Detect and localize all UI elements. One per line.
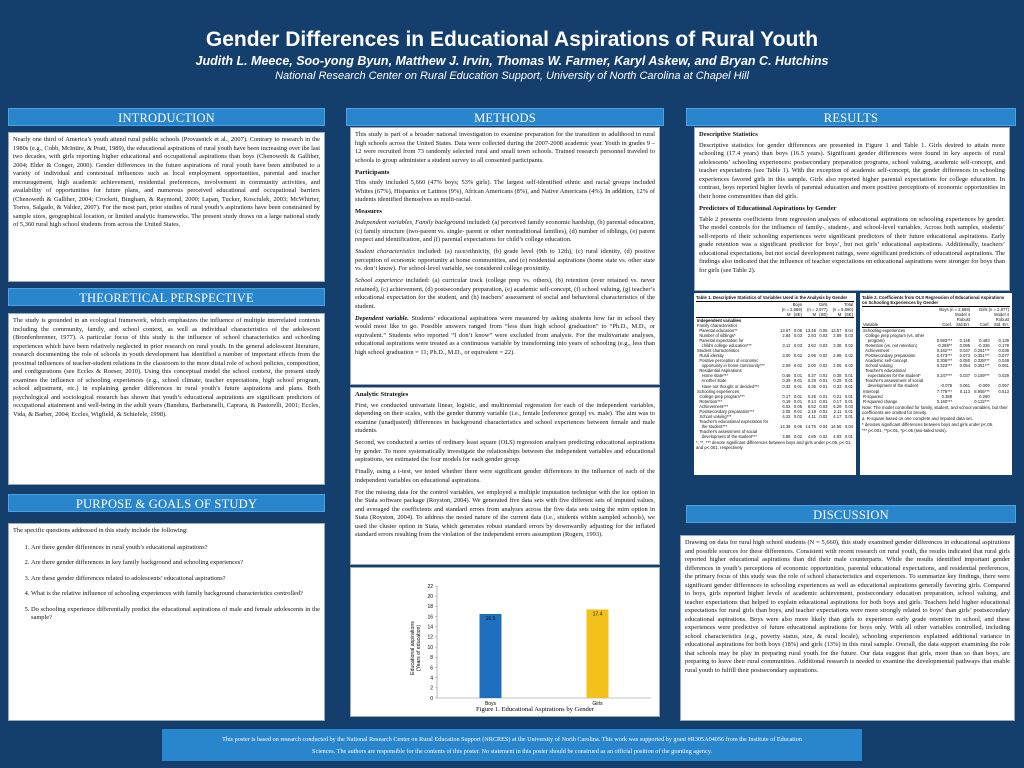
table1-row-label: Family characteristics xyxy=(697,323,738,329)
table2-cell: 0.145 xyxy=(959,338,971,344)
analytic-text-3: Finally, using a t-test, we tested whether there were significant gender differences in the influence of each of the independent variables on educational aspirations. xyxy=(355,468,655,484)
table1-row-label: Home state*** xyxy=(697,373,728,379)
table1-cell: 4.93 xyxy=(833,433,842,439)
table-2-note: Note: The model controlled for family, student, and school variables, but their coefficients are omitted for brevity. xyxy=(862,404,1008,415)
descriptive-heading: Descriptive Statistics xyxy=(699,131,758,138)
table1-cell: 2.05 xyxy=(782,408,791,414)
table1-row-label: Independent variables xyxy=(697,318,742,324)
table2-cell: 0.351*** xyxy=(974,353,990,359)
table2-row-label: development of the student xyxy=(863,383,919,389)
table1-cell: 2.98 xyxy=(833,353,842,359)
table-1-subcol: (SE) xyxy=(844,312,853,318)
table2-row-label: R-squared xyxy=(863,393,883,399)
chart-y-tick-label: 6 xyxy=(430,665,433,672)
results-heading: RESULTS xyxy=(686,108,1016,126)
table2-row-label: Intercept xyxy=(863,388,880,394)
dependent-variable-label: Dependent variable. xyxy=(355,314,409,322)
table1-cell: 0.38 xyxy=(833,373,842,379)
measures-heading: Measures xyxy=(355,208,382,216)
table2-row-label: R-squared change xyxy=(863,398,898,404)
table-1-group: Boys xyxy=(792,302,803,307)
table2-cell: 0.328*** xyxy=(974,358,990,364)
table1-cell: 6.29 xyxy=(833,403,842,409)
table2-cell: -0.288** xyxy=(936,343,953,349)
table1-cell: 2.09 xyxy=(782,363,791,369)
table-2-caption: Table 2. Coefficients from OLS Regression of Educational Aspirations on Schooling Experiences by Gender xyxy=(862,295,1005,305)
table1-cell: 0.01 xyxy=(819,393,828,399)
table2-cell: 0.513 xyxy=(998,388,1009,394)
purpose-question: 2. Are there gender differences in key family background and schooling experiences? xyxy=(31,559,320,568)
table1-cell: 3.12 xyxy=(782,343,791,349)
table2-row-label: Academic self-concept xyxy=(863,358,908,364)
table1-cell: 3.62 xyxy=(807,343,816,349)
analytic-text-4: For the missing data for the control variables, we employed a multiple imputation technique with the ice option in the Stata software package (Royston, 2004). We generated five data sets with five different sets of imputed values, and averaged the coefficients and standard errors from analyses across the five data sets using the mim option in Stata (Royston, 2004). To address the nested nature of the current data (i.e., students within sampled schools), we used the cluster option in Stata, which generates robust standard errors by downwardly adjusting for the inflated standard errors resulting from the violation of the independent errors assumption (Rogers, 1993). xyxy=(355,488,655,539)
table1-row-label: Postsecondary preparation*** xyxy=(697,408,755,414)
table1-row-label: Schooling experiences xyxy=(697,388,740,394)
chart-y-tick-label: 10 xyxy=(427,644,433,651)
table2-cell: 0.351*** xyxy=(974,363,990,369)
figure-1-box xyxy=(350,567,660,717)
chart-y-tick-label: 16 xyxy=(427,614,433,621)
table2-cell: 0.054 xyxy=(959,363,971,369)
table2-row-label: Postsecondary preparation xyxy=(863,353,916,359)
chart-category-label: Girls xyxy=(592,701,603,707)
table1-cell: 0.01 xyxy=(844,393,853,399)
table1-cell: 0.03 xyxy=(793,333,803,339)
table2-cell: 0.073 xyxy=(959,353,971,359)
table1-cell: 0.14 xyxy=(807,398,816,404)
table1-cell: 13.67 xyxy=(780,328,791,334)
table2-cell: 0.061 xyxy=(959,383,971,389)
table1-row-label: child's college education*** xyxy=(697,343,752,349)
table1-cell: 0.01 xyxy=(793,398,803,404)
table-1-subcol: M xyxy=(787,312,791,318)
table1-row-label: Parental education** xyxy=(697,328,738,334)
chart-y-tick-label: 8 xyxy=(430,655,433,662)
chart-y-tick-label: 0 xyxy=(430,695,433,702)
table-1-subcol: M xyxy=(812,312,816,318)
table1-cell: 0.37 xyxy=(807,373,816,379)
table2-row-label: expectations for the student* xyxy=(863,373,921,379)
table1-row-label: School valuing*** xyxy=(697,413,732,419)
table1-cell: 2.93 xyxy=(807,333,816,339)
table1-cell: 0.02 xyxy=(793,353,803,359)
table2-cell: 0.029 xyxy=(998,373,1009,379)
table2-cell: 7.778*** xyxy=(936,388,953,394)
table1-row-label: Another state xyxy=(697,378,727,384)
table1-cell: 0.02 xyxy=(819,353,828,359)
analytic-heading: Analytic Strategies xyxy=(355,391,409,398)
table1-cell: 6.52 xyxy=(807,403,816,409)
table1-cell: 0.02 xyxy=(819,363,828,369)
table1-cell: 4.89 xyxy=(807,433,816,439)
introduction-text: Nearly one third of America’s youth attend rural public schools (Provasnick et al., 2007). Contrary to research in the 1980s (e.g., Cobb, McIntire, & Pratt, 1989), the educational aspirations of rural youth have been increasing over the last two decades, with girls reporting higher educational and occupational aspirations than boys (Chenoweth & Galliher, 2004; Elder & Conger, 2000). Gender differences in the future aspirations of rural youth have been attributed to a variety of individual and contextual influences such as local employment opportunities, parental and teacher encouragement, high academic achievement, residential preferences, involvement in community activities, and availability of opportunities for future plans, and numerous perceived educational and occupational barriers (Chenoweth & Galliher, 2004; Crockett, Bingham, & Raymond, 2000; Lapan, Tucker, Kosciulek, 2003; McWhirter, Torres, Salgado, & Valdez, 2007). For the most part, prior studies of rural youth’s aspirations have been constrained by sample sizes, geographical location, or limited analytic frameworks. The present study draws on a large national study of 5,360 rural high school students from across the United States. xyxy=(13,136,320,229)
table1-cell: 0.48 xyxy=(782,373,791,379)
table1-cell: 0.01 xyxy=(819,398,828,404)
table-1-body xyxy=(696,318,854,439)
table1-cell: 0.04 xyxy=(844,328,853,334)
table1-cell: 0.03 xyxy=(819,333,828,339)
independent-variables-label: Independent variables, Family background xyxy=(355,219,466,227)
table1-cell: 0.03 xyxy=(819,343,828,349)
table-2 xyxy=(860,293,1012,475)
theoretical-text: The study is grounded in an ecological framework, which emphasizes the influence of multiple interrelated contexts including the community, family, and school context, as well as individual characteristics of the adolescent (Bronfenbrenner, 1977). A particular focus of this study is the influence of school characteristics and schooling experiences which have been relatively neglected in prior research on rural youth. In the general adolescent literature, research documenting the role of schools in youth development has identified a number of important effects from the proximal influences of teacher-student relations in the classroom to the more distal role of school policies, composition, and configurations (see Eccles & Roeser, 2010). Using this conceptual model the school context, the present study examines the influence of schooling experiences (e.g., school climate, teacher expectations, high school program, school adjustment, etc.) in explaining gender differences in rural youth’s future aspirations and plans. Both psychological and sociological research has shown that youth’s educational aspirations are significant predictors of occupational attainment and well-being in the adult years (Bandura, Barbaranelli, Caprara, & Pastorelli, 2001; Eccles, Vida, & Barber, 2004; Eccles, Wigfield, & Schiefele, 1998). xyxy=(13,317,320,418)
chart-bar xyxy=(587,609,609,698)
table-1-subcol: (SE) xyxy=(793,312,803,318)
table-2-robust: Robust xyxy=(995,317,1009,323)
purpose-heading: PURPOSE & GOALS OF STUDY xyxy=(8,494,325,512)
table2-row-label: Retention (vs. not retention) xyxy=(863,343,917,349)
chart-y-tick-label: 12 xyxy=(427,634,433,641)
table-2-note: a. R-square based on one complete and imputed data set. xyxy=(862,415,973,421)
table1-row-label: Teacher's educational expectation for xyxy=(697,418,769,424)
table1-cell: 0.05 xyxy=(793,403,803,409)
chart-category-label: Boys xyxy=(484,701,497,707)
chart-title: Figure 1. Educational Aspirations by Gender xyxy=(476,706,594,713)
table-1-group: Total xyxy=(844,302,853,307)
table1-cell: 0.01 xyxy=(844,413,853,419)
student-characteristics-label: Student characteristics xyxy=(355,248,416,256)
table-2-model: Model 4 xyxy=(994,312,1009,318)
table-1-subcol: (SE) xyxy=(819,312,828,318)
chart-y-tick-label: 2 xyxy=(430,685,433,692)
table2-cell xyxy=(991,399,1010,404)
table2-cell: 0.139 xyxy=(998,338,1009,344)
table1-row-label: Have not thought or decided*** xyxy=(697,383,760,389)
table1-cell: 2.89 xyxy=(833,333,842,339)
table1-cell: 4.11 xyxy=(808,413,816,419)
table-2-note: * denotes significant differences between boys and girls under p<.05. xyxy=(862,421,994,427)
table2-cell: 0.061 xyxy=(998,363,1009,369)
table2-cell: 0.693*** xyxy=(936,338,953,344)
table-1 xyxy=(694,293,856,475)
table1-cell: 6.02 xyxy=(782,403,791,409)
chart-y-tick-label: 18 xyxy=(427,604,433,611)
table1-cell: 0.01 xyxy=(819,373,828,379)
table1-cell: 0.03 xyxy=(793,343,803,349)
table1-row-label: Number of siblings* xyxy=(697,333,736,339)
table1-cell: 0.28 xyxy=(807,378,816,384)
poster-title: Gender Differences in Educational Aspirations of Rural Youth xyxy=(205,28,819,51)
table1-cell: 2.84 xyxy=(782,333,791,339)
predictors-text: Table 2 presents coefficients from regression analyses of educational aspirations on schooling experiences by gender. The model controls for the influence of family-, student-, and school-level variables. Across both samples, students’ self-reports of their schooling experiences were significant predictors of their future educational aspirations. Early grade retention was a significant predictor for boys’, but not girls’ educational aspirations. Additionally, teachers’ educational expectations, but not social development ratings, were significant predictors of educational aspirations. The findings also indicated that the influence of teacher expectations on educational aspirations were stronger for boys than for girls (see Table 2). xyxy=(699,215,1005,274)
table-1-n: (n = 2,977) xyxy=(807,307,828,313)
table2-cell: 0.323*** xyxy=(936,363,953,369)
table2-row-label: Schooling experiences xyxy=(863,328,906,334)
poster-header xyxy=(0,0,1024,98)
table1-cell: 0.05 xyxy=(819,328,828,334)
table1-row-label: Rural identity xyxy=(697,353,724,359)
table-1-subcol: M xyxy=(837,312,842,318)
table-2-robust: Robust xyxy=(956,317,971,323)
table1-cell: 0.02 xyxy=(793,413,803,419)
chart-data-label: 17.4 xyxy=(592,611,603,618)
table2-row-label: Achievement xyxy=(863,348,890,354)
table1-cell: 0.02 xyxy=(819,413,828,419)
participants-text: This study included 5,660 (47% boys; 53% girls). The largest self-identified ethnic and racial groups included Whites (67%), Hispanics or Latinos (9%), African Americans (8%), and Native Americans (4%). In addition, 12% of students identified themselves as multi-racial. xyxy=(355,179,655,204)
table1-cell: 0.01 xyxy=(793,383,803,389)
analytic-text-2: Second, we conducted a series of ordinary least square (OLS) regression analyses predicting educational aspirations by gender. To more systematically investigate the relationships between the independent variables and educational aspirations, we estimated the four models for each gender group. xyxy=(355,439,655,464)
table1-cell: 0.01 xyxy=(819,378,828,384)
table-2-body xyxy=(862,328,1010,404)
table-2-model: Model 4 xyxy=(955,312,971,318)
table2-cell: -0.078 xyxy=(940,383,953,389)
chart-y-tick-label: 4 xyxy=(430,675,433,682)
chart-y-tick-label: 22 xyxy=(427,583,433,590)
table1-cell: 0.21 xyxy=(833,393,842,399)
table-2-col: Std.Err. xyxy=(956,322,971,328)
table1-row-label: opportunity in home community*** xyxy=(697,363,765,369)
introduction-heading: INTRODUCTION xyxy=(8,108,325,126)
table1-cell: 0.01 xyxy=(793,378,803,384)
table1-cell: 0.19 xyxy=(782,398,791,404)
table1-cell: 14.36 xyxy=(780,423,791,429)
purpose-intro: The specific questions addressed in this study include the following: xyxy=(13,527,188,534)
purpose-question-list xyxy=(13,544,320,623)
table2-cell: 0.049 xyxy=(998,358,1009,364)
table1-cell: 0.03 xyxy=(844,403,853,409)
table2-cell: 0.095 xyxy=(959,343,971,349)
table2-row-label: School valuing xyxy=(863,363,893,369)
table1-cell: 2.18 xyxy=(807,408,816,414)
table1-cell: 4.17 xyxy=(833,413,842,419)
table1-cell: 0.01 xyxy=(793,373,803,379)
table1-cell: 0.01 xyxy=(819,408,828,414)
table-1-n: (n = 5,660) xyxy=(832,307,853,313)
table1-cell: 0.01 xyxy=(844,383,853,389)
predictors-heading: Predictors of Educational Aspirations by Gender xyxy=(699,204,837,212)
methods-box xyxy=(350,127,660,385)
table2-cell: 0.077 xyxy=(998,353,1009,359)
poster-affiliation: National Research Center on Rural Education Support, University of North Carolina at Chapel Hill xyxy=(275,70,749,82)
table2-cell: 8.955*** xyxy=(974,388,990,394)
analytic-text-1: First, we conducted univariate linear, logistic, and multinomial regression for each of the independent variables, depending on their scales, with the gender dummy variable (i.e., female [reference group] vs. male). The aim was to examine (unadjusted) differences in background characteristics and school experiences between female and male students. xyxy=(355,401,655,435)
table1-cell: 0.01 xyxy=(793,393,803,399)
table2-cell: 0.037 xyxy=(959,348,971,354)
table1-cell: 3.00 xyxy=(782,353,791,359)
table1-cell: 0.01 xyxy=(844,373,853,379)
table1-row-label: Achievement*** xyxy=(697,403,729,409)
chart-data-label: 16.5 xyxy=(485,616,496,622)
table1-cell: 3.38 xyxy=(833,343,842,349)
chart-y-axis-label: Educational aspirations(Years of education) xyxy=(410,621,422,675)
table2-cell: 0.037 xyxy=(959,373,971,379)
table2-row-label: Teacher's educational xyxy=(863,368,906,374)
purpose-question: 5. Do schooling experience differentially predict the educational aspirations of male and female adolescents in the sample? xyxy=(31,606,320,623)
table1-cell: 0.29 xyxy=(782,378,791,384)
table1-cell: 0.03 xyxy=(819,403,828,409)
table1-row-label: Parental expectation for xyxy=(697,338,744,344)
table1-cell: 2.05 xyxy=(833,363,842,369)
purpose-question: 3. Are these gender differences related to adolescents’ educational aspirations? xyxy=(31,575,320,584)
analytic-box xyxy=(350,387,660,565)
table1-cell: 0.02 xyxy=(844,363,853,369)
table1-cell: 0.06 xyxy=(793,328,803,334)
table-2-col: Coef. xyxy=(979,322,990,328)
table2-cell: 0.057 xyxy=(998,383,1009,389)
table1-cell: 2.11 xyxy=(833,408,842,414)
table2-cell: -0.336 xyxy=(977,343,990,349)
table1-cell: 2.00 xyxy=(807,363,816,369)
table2-cell: 0.388 xyxy=(941,393,953,399)
chart-y-tick-label: 14 xyxy=(427,624,433,631)
discussion-heading: DISCUSSION xyxy=(686,505,1016,523)
footer-line-1: This poster is based on research conducted by the National Research Center on Rural Education Support (NRCRES) at the University of North Carolina. This work was supported by grant #R305A04056 from the Institute of Education xyxy=(222,736,802,743)
introduction-box xyxy=(8,132,325,282)
table2-cell: -0.009 xyxy=(977,383,990,389)
poster-footer xyxy=(162,729,862,761)
table1-cell: 0.02 xyxy=(793,433,803,439)
table1-cell: 0.04 xyxy=(819,423,828,429)
table1-cell: 0.02 xyxy=(793,363,803,369)
table2-row-label: Teacher's assessment of social xyxy=(863,378,924,384)
table2-cell: 0.159*** xyxy=(974,373,990,379)
table1-cell: 0.01 xyxy=(844,378,853,384)
table-2-grid xyxy=(862,306,1010,404)
table2-cell: 0.039 xyxy=(998,348,1009,354)
table1-cell: 2.95 xyxy=(807,353,816,359)
table2-cell: 0.160*** xyxy=(936,398,953,404)
table-2-group: Girls (n = 2,977) xyxy=(978,307,1009,312)
table1-row-label: the student*** xyxy=(697,423,728,429)
table1-cell: 0.17 xyxy=(833,398,842,404)
table-1-note: *, **, *** denote significant differences between boys and girls under p<.05, p<.01, and p<.001, respectively xyxy=(696,439,852,450)
table2-cell: 0.247*** xyxy=(936,373,953,379)
table2-cell: 0.260 xyxy=(979,393,990,399)
table1-cell: 0.35 xyxy=(807,383,816,389)
table1-cell: 0.29 xyxy=(833,378,842,384)
purpose-question: 1. Are there gender differences in rural youth’s educational aspirations? xyxy=(31,544,320,553)
table2-row xyxy=(862,399,1010,404)
table-2-col: Variable xyxy=(863,322,879,328)
table-1-group: Girls xyxy=(818,302,828,307)
table1-cell: 0.01 xyxy=(844,408,853,414)
table2-cell: 0.473*** xyxy=(936,353,953,359)
table1-cell: 14.56 xyxy=(830,423,842,429)
purpose-question: 4. What is the relative influence of schooling experiences with family background characteristics controlled? xyxy=(31,590,320,599)
figure-1-chart xyxy=(351,568,660,717)
table-1-caption: Table 1. Descriptive Statistics of Variables Used in the Analysis by Gender xyxy=(696,295,848,300)
table1-row-label: Positive perception of economic xyxy=(697,358,759,364)
table1-cell: 0.04 xyxy=(844,423,853,429)
table2-row-label: College prep program (vs. other xyxy=(863,333,925,339)
table1-cell: 0.01 xyxy=(844,398,853,404)
table1-row-label: development of the student*** xyxy=(697,433,758,439)
participants-heading: Participants xyxy=(355,168,390,176)
table1-cell: 14.76 xyxy=(805,423,816,429)
table2-cell: 0.113 xyxy=(959,388,971,394)
methods-overview: This study is part of a broader national investigation to examine preparation for the transition to adulthood in rural high schools across the United States. Data were collected during the 2007-2008 academic year. Youth in grades 9 – 12 were recruited from 73 randomly selected rural and small town schools. Trained research personnel traveled to schools to group administer a student survey to all consented participants. xyxy=(355,131,655,164)
table2-cell: 0.483 xyxy=(979,338,990,344)
theoretical-box xyxy=(8,313,325,485)
dependent-variable-text: Dependent variable. Students’ educational aspirations were measured by asking students how far in school they would most like to go. Possible answers ranged from “less than high school graduation” to “Ph.D., M.D., or equivalent.” Students who reported “I don’t know” were excluded from analysis. For the multivariate analyses, educational aspirations were treated as a continuous variable by transforming into years of schooling (e.g., less than high school graduation = 11; Ph.D., M.D., or equivalent = 22). xyxy=(355,314,655,356)
table2-cell xyxy=(953,399,971,404)
table2-cell: 0.261*** xyxy=(974,348,990,354)
descriptive-text: Descriptive statistics for gender differences are presented in Figure 1 and Table 1. Girls desired to attain more schooling (17.4 years) than boys (16.5 years). Significant gender differences were found in key aspects of rural adolescents’ schooling experiences: postsecondary preparation programs, school valuing, academic self-concept, and teacher expectations (see Table 1). With the exception of academic self-concept, the gender differences in schooling experiences favored girls in this sample. Girls also reported higher parental expectations for college education. In contrast, boys reported higher levels of parental education and more positive perceptions of economic opportunities in their home communities than did girls. xyxy=(699,141,1005,200)
table-1-grid xyxy=(696,301,854,439)
results-box xyxy=(694,127,1010,291)
table2-cell: 0.178 xyxy=(998,343,1009,349)
discussion-box xyxy=(680,535,1015,721)
table2-row-label: program) xyxy=(863,338,885,344)
table2-cell: 0.122*** xyxy=(974,398,990,404)
table1-cell: 0.02 xyxy=(844,353,853,359)
table1-cell: 13.48 xyxy=(805,328,816,334)
table1-cell: 0.01 xyxy=(793,408,803,414)
table1-cell: 0.02 xyxy=(844,343,853,349)
table-2-group: Boys (n = 2,669) xyxy=(939,307,971,312)
table1-cell: 0.06 xyxy=(793,423,803,429)
table-2-col: Coef. xyxy=(942,322,953,328)
independent-variables-text: Independent variables, Family background included: (a) perceived family economic hardship, (b) parental education, (c) family structure (two-parent vs. single- parent or other nontraditional families), (d) number of siblings, (e) parent respect and identification, and (f) parental expectations for child’s college education. xyxy=(355,219,655,244)
table1-row-label: Retention*** xyxy=(697,398,723,404)
table1-cell: 4.86 xyxy=(782,433,791,439)
table1-cell: 0.01 xyxy=(819,383,828,389)
table1-cell: 0.01 xyxy=(844,433,853,439)
table1-cell: 0.02 xyxy=(819,433,828,439)
footer-line-2: Sciences. The authors are responsible for the contents of this poster. No statement in this poster should be construed as an official position of the granting agency. xyxy=(312,747,712,755)
table1-cell: 0.03 xyxy=(844,333,853,339)
table1-cell: 13.57 xyxy=(830,328,842,334)
table1-row xyxy=(696,434,854,439)
table1-row-label: Student characteristics xyxy=(697,348,740,354)
table1-cell: 0.33 xyxy=(833,383,842,389)
school-experience-text: School experience included: (a) curricular track (college prep vs. others), (b) retention (ever retained vs. never retained), (c) achievement, (d) postsecondary preparation, (e) academic self-concept, (f) school valuing, (g) teacher’s educational expectation for the student, and (h) teachers’ assessment of social and behavioral characteristics of the student. xyxy=(355,277,655,310)
table2-cell: 0.162*** xyxy=(936,348,953,354)
table-2-note: *** p<.001, **p<.01, *p<.05 (two-tailed tests). xyxy=(862,427,947,433)
table2-cell: 0.306*** xyxy=(936,358,953,364)
table-1-n: (n = 2,669) xyxy=(781,307,803,313)
table1-row-label: Residential Aspirations xyxy=(697,368,742,374)
chart-y-tick-label: 20 xyxy=(427,593,433,600)
table2-cell: 0.050 xyxy=(959,358,971,364)
school-experience-label: School experience xyxy=(355,277,403,285)
table1-cell: 0.32 xyxy=(782,383,791,389)
chart-bar xyxy=(480,614,502,698)
purpose-box xyxy=(8,523,325,721)
table1-cell: 0.17 xyxy=(782,393,791,399)
table1-row-label: College prep program*** xyxy=(697,393,745,399)
table1-row-label: Teacher's assessment of social xyxy=(697,428,758,434)
discussion-text: Drawing on data for rural high school students (N = 5,660), this study examined gender differences in educational aspirations and possible sources for these differences. Consistent with recent research on rural youth, the results indicated that rural girls reported higher educational aspirations than did their male counterparts. While the results identified important gender differences in youth’s perceptions of economic opportunities, parental educational expectations, and residential preferences, the primary focus of this study was the role of school characteristics and experiences. To summarize key findings, there were significant gender differences in schooling experiences as well as educational aspirations generally favoring girls. Compared to boys, girls reported higher levels of academic achievement, postsecondary education preparation, school valuing, and teacher expectations that helped to explain educational aspirations for both boys and girls. Teachers held higher educational expectations for rural girls than boys, and teacher expectations were more strongly related to boys’ than girls’ postsecondary educational aspirations. Boys were also more likely than girls to experience early grade retention in school, and these experiences were predictive of future educational aspirations for boys only. With all other variables controlled, including school characteristics (e.g., poverty status, size, & rural locale), schooling experiences explained additional variance in educational aspirations for both boys (18%) and girls (13%) in this rural sample. Overall, the data support examining the role that schools may be play in preparing rural youth for the future. Our data suggest that girls, more than so than boys, are preparing to leave their rural communities. Additional research is needed to examine the developmental pathways that enable rural youth to fulfill their postsecondary aspirations. xyxy=(685,539,1010,674)
methods-heading: METHODS xyxy=(346,108,664,126)
table-2-col: Std. Err. xyxy=(993,322,1009,328)
theoretical-heading: THEORETICAL PERSPECTIVE xyxy=(8,288,325,306)
student-characteristics-text: Student characteristics included: (a) race/ethnicity, (b) grade level (9th to 12th), (c) rural identity, (d) positive perception of economic opportunity at home communities, and (e) residential aspirations (home state vs. other state vs. don’t know). For school-level variable, we considered college proximity. xyxy=(355,248,655,273)
poster-authors: Judith L. Meece, Soo-yong Byun, Matthew J. Irvin, Thomas W. Farmer, Karyl Askew, and Bryan C. Hutchins xyxy=(195,54,829,68)
table1-cell: 0.25 xyxy=(807,393,816,399)
table1-cell: 4.22 xyxy=(782,413,791,419)
